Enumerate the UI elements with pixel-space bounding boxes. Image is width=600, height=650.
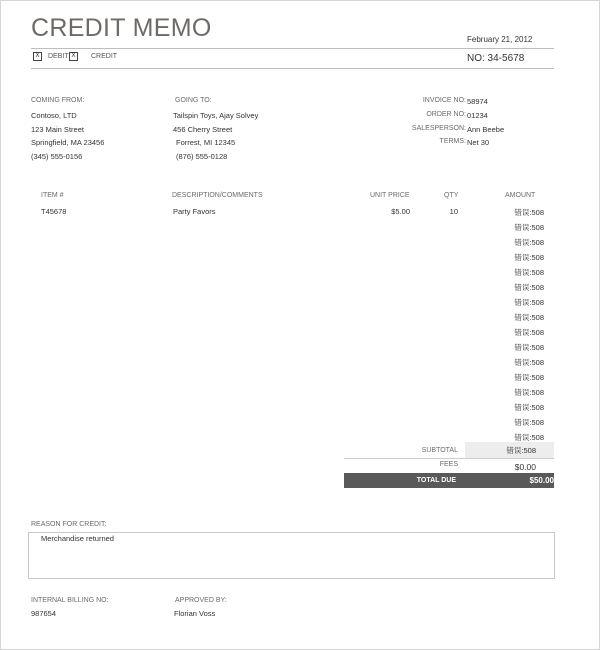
total-due-value: $50.00 (529, 476, 554, 485)
subtotal-value: 错误:508 (506, 446, 536, 455)
row-description: Party Favors (173, 207, 216, 216)
coming-from-line: 123 Main Street (31, 125, 84, 134)
reason-text: Merchandise returned (41, 534, 114, 543)
header-amount: AMOUNT (505, 192, 536, 199)
document-title: CREDIT MEMO (31, 14, 212, 42)
billing-label: INTERNAL BILLING NO: (31, 597, 109, 604)
amount-cell: 错误:508 (514, 388, 544, 397)
amount-cell: 错误:508 (514, 433, 544, 442)
coming-from-line: Springfield, MA 23456 (31, 138, 105, 147)
row-qty: 10 (449, 207, 458, 216)
debit-checkbox[interactable]: X (33, 52, 42, 61)
order-no-label: ORDER NO: (426, 111, 466, 118)
memo-date: February 21, 2012 (467, 35, 533, 44)
row-item: T45678 (41, 207, 67, 216)
invoice-no-label: INVOICE NO: (422, 97, 466, 104)
amount-cell: 错误:508 (514, 358, 544, 367)
amount-cell: 错误:508 (514, 223, 544, 232)
subtotal-rule (344, 458, 554, 459)
credit-checkbox[interactable]: X (69, 52, 78, 61)
salesperson-value: Ann Beebe (467, 125, 505, 134)
coming-from-label: COMING FROM: (31, 97, 85, 104)
amount-cell: 错误:508 (514, 343, 544, 352)
total-due-label: TOTAL DUE (416, 477, 456, 484)
header-item: ITEM # (41, 192, 64, 199)
order-no-value: 01234 (467, 111, 488, 120)
memo-number: NO: 34-5678 (467, 53, 525, 64)
terms-label: TERMS: (439, 138, 466, 145)
amount-cell: 错误:508 (514, 313, 544, 322)
header-rule (31, 48, 554, 49)
going-to-line: (876) 555-0128 (176, 152, 228, 161)
amount-cell: 错误:508 (514, 253, 544, 262)
amount-cell: 错误:508 (514, 328, 544, 337)
amount-cell: 错误:508 (514, 373, 544, 382)
header-unit-price: UNIT PRICE (370, 192, 410, 199)
approved-label: APPROVED BY: (175, 597, 227, 604)
amount-cell: 错误:508 (514, 418, 544, 427)
fees-value: $0.00 (514, 462, 536, 472)
terms-value: Net 30 (467, 138, 490, 147)
amount-cell: 错误:508 (514, 268, 544, 277)
coming-from-line: (345) 555-0156 (31, 152, 83, 161)
header-qty: QTY (444, 192, 459, 199)
row-amount: 错误:508 (514, 208, 544, 217)
amount-cell: 错误:508 (514, 283, 544, 292)
billing-value: 987654 (31, 609, 57, 618)
amount-cell: 错误:508 (514, 403, 544, 412)
row-unit-price: $5.00 (391, 207, 410, 216)
going-to-label: GOING TO: (175, 97, 212, 104)
going-to-line: Forrest, MI 12345 (176, 138, 236, 147)
header-description: DESCRIPTION/COMMENTS (172, 192, 263, 199)
reason-label: REASON FOR CREDIT: (31, 521, 107, 528)
header-rule-bottom (31, 68, 554, 69)
amount-cell: 错误:508 (514, 298, 544, 307)
credit-label: CREDIT (91, 53, 118, 60)
salesperson-label: SALESPERSON: (411, 125, 466, 132)
amount-cell: 错误:508 (514, 238, 544, 247)
subtotal-label: SUBTOTAL (421, 447, 458, 454)
invoice-no-value: 58974 (467, 97, 488, 106)
debit-label: DEBIT (48, 53, 69, 60)
going-to-line: Tailspin Toys, Ajay Solvey (173, 111, 259, 120)
going-to-line: 456 Cherry Street (173, 125, 233, 134)
approved-value: Florian Voss (174, 609, 216, 618)
coming-from-line: Contoso, LTD (31, 111, 77, 120)
fees-label: FEES (439, 461, 458, 468)
